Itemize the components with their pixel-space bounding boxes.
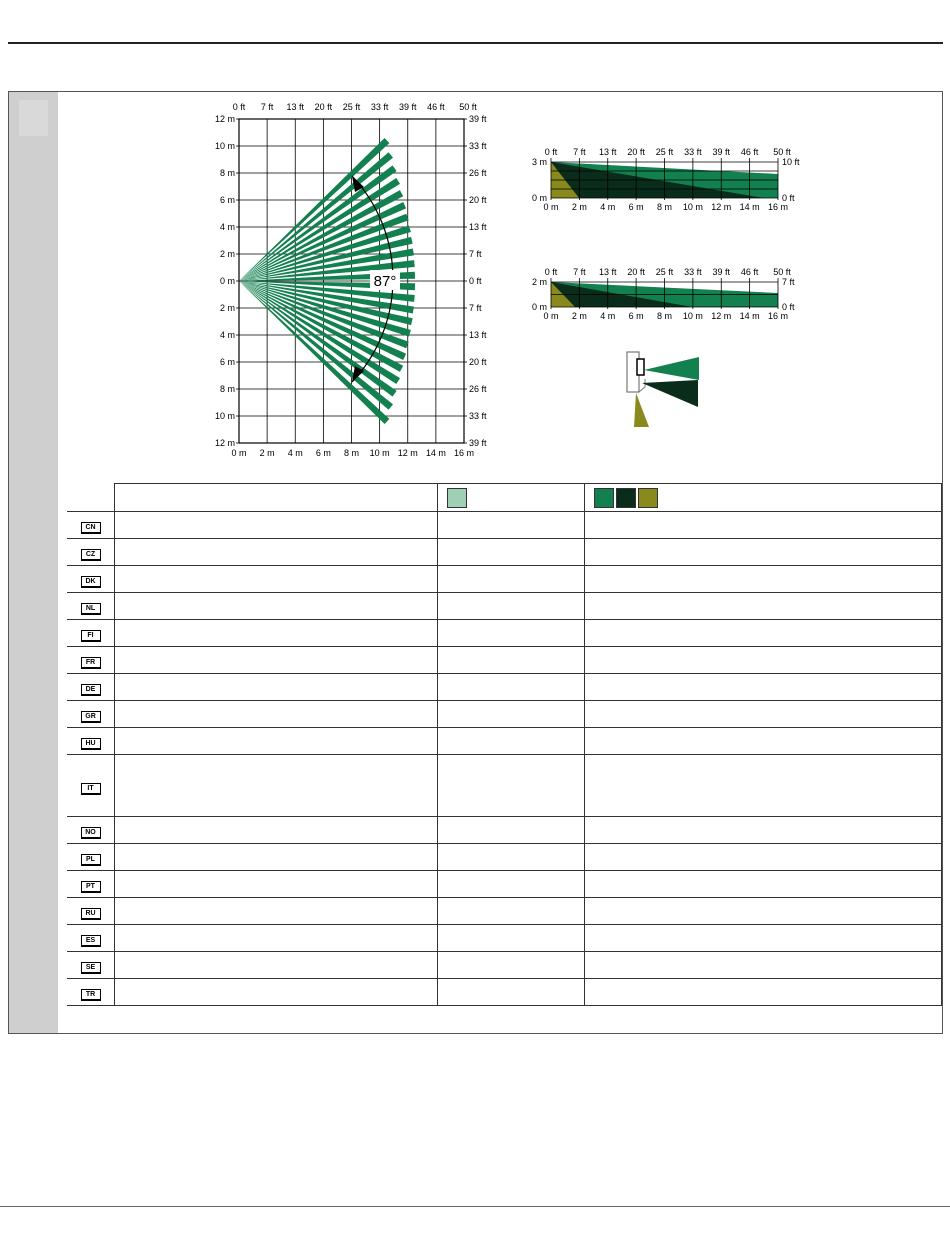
x-ft-tick: 46 ft: [427, 102, 445, 112]
x-ft-tick: 39 ft: [712, 267, 731, 277]
description-cell: [115, 728, 438, 755]
x-m-tick: 14 m: [425, 448, 446, 458]
description-cell: [115, 844, 438, 871]
x-ft-tick: 13 ft: [286, 102, 305, 112]
sidebar: [9, 92, 58, 1033]
light-zone-cell: [438, 755, 585, 817]
y-ft-tick: 0 ft: [782, 302, 795, 312]
olive-swatch: [638, 488, 658, 508]
y-m-tick: 0 m: [531, 193, 547, 203]
description-cell: [115, 701, 438, 728]
y-ft-tick: 33 ft: [469, 141, 487, 151]
x-ft-tick: 50 ft: [459, 102, 477, 112]
x-ft-tick: 0 ft: [232, 102, 246, 112]
light-zone-cell: [438, 844, 585, 871]
x-m-tick: 2 m: [259, 448, 275, 458]
detection-zones-cell: [585, 979, 942, 1006]
x-ft-tick: 13 ft: [598, 267, 617, 277]
x-m-tick: 16 m: [767, 202, 789, 212]
table-row: [67, 701, 942, 728]
y-m-tick: 2 m: [219, 303, 235, 313]
country-code-badge: HU: [81, 738, 101, 749]
country-code-badge: RU: [81, 908, 101, 919]
light-zone-cell: [438, 925, 585, 952]
light-zone-cell: [438, 817, 585, 844]
coverage-top-view: [187, 96, 487, 466]
y-m-tick: 2 m: [219, 249, 235, 259]
detection-zones-cell: [585, 871, 942, 898]
x-ft-tick: 13 ft: [598, 147, 617, 157]
y-ft-tick: 0 ft: [469, 276, 482, 286]
detection-zones-cell: [585, 620, 942, 647]
y-ft-tick: 10 ft: [782, 157, 800, 167]
y-m-tick: 4 m: [219, 330, 235, 340]
country-table: [67, 483, 942, 1006]
description-cell: [115, 512, 438, 539]
description-cell: [115, 647, 438, 674]
y-ft-tick: 7 ft: [782, 277, 795, 287]
table-row: [67, 539, 942, 566]
y-ft-tick: 20 ft: [469, 357, 487, 367]
x-m-tick: 4 m: [600, 202, 616, 212]
y-m-tick: 12 m: [214, 438, 235, 448]
x-ft-tick: 46 ft: [740, 267, 759, 277]
x-ft-tick: 33 ft: [370, 102, 389, 112]
y-m-tick: 2 m: [531, 277, 547, 287]
detection-zones-cell: [585, 728, 942, 755]
x-m-tick: 6 m: [628, 202, 644, 212]
y-ft-tick: 7 ft: [469, 249, 482, 259]
x-ft-tick: 20 ft: [627, 267, 645, 277]
description-cell: [115, 925, 438, 952]
x-ft-tick: 50 ft: [773, 147, 791, 157]
light-zone-cell: [438, 701, 585, 728]
x-m-tick: 6 m: [628, 311, 644, 321]
detection-zones-cell: [585, 898, 942, 925]
table-row: [67, 925, 942, 952]
country-code-badge: ES: [81, 935, 101, 946]
green-swatch: [594, 488, 614, 508]
x-m-tick: 6 m: [315, 448, 331, 458]
light-zone-cell: [438, 979, 585, 1006]
x-m-tick: 0 m: [231, 448, 247, 458]
y-ft-tick: 39 ft: [469, 438, 487, 448]
x-ft-tick: 33 ft: [684, 147, 702, 157]
description-cell: [115, 566, 438, 593]
detection-zones-cell: [585, 844, 942, 871]
x-m-tick: 8 m: [343, 448, 360, 458]
y-ft-tick: 26 ft: [469, 168, 487, 178]
light-zone-header: [438, 484, 585, 512]
y-m-tick: 0 m: [219, 276, 235, 286]
x-m-tick: 12 m: [397, 448, 418, 458]
table-row: [67, 674, 942, 701]
x-m-tick: 10 m: [682, 311, 703, 321]
y-ft-tick: 20 ft: [469, 195, 487, 205]
y-m-tick: 12 m: [214, 114, 235, 124]
table-row: [67, 566, 942, 593]
detector-zones-icon: [624, 349, 714, 439]
x-m-tick: 2 m: [571, 202, 587, 212]
x-ft-tick: 25 ft: [655, 147, 674, 157]
country-code-badge: CZ: [81, 549, 101, 560]
table-row: [67, 871, 942, 898]
country-code-badge: TR: [81, 989, 101, 1000]
dark-green-swatch: [616, 488, 636, 508]
y-m-tick: 4 m: [219, 222, 235, 232]
table-row: [67, 898, 942, 925]
detection-zones-header: [585, 484, 942, 512]
description-cell: [115, 539, 438, 566]
table-row: [67, 817, 942, 844]
country-code-badge: NO: [81, 827, 101, 838]
light-zone-cell: [438, 620, 585, 647]
description-cell: [115, 620, 438, 647]
y-m-tick: 10 m: [214, 141, 235, 151]
x-ft-tick: 50 ft: [773, 267, 791, 277]
detection-zones-cell: [585, 647, 942, 674]
table-row: [67, 952, 942, 979]
detection-zones-cell: [585, 566, 942, 593]
description-cell: [115, 979, 438, 1006]
coverage-side-view-2: [521, 236, 821, 336]
x-ft-tick: 7 ft: [573, 147, 586, 157]
x-m-tick: 0 m: [543, 311, 559, 321]
detection-zones-cell: [585, 925, 942, 952]
table-row: [67, 512, 942, 539]
x-ft-tick: 46 ft: [740, 147, 759, 157]
y-m-tick: 6 m: [219, 357, 235, 367]
x-ft-tick: 20 ft: [314, 102, 333, 112]
x-m-tick: 10 m: [369, 448, 390, 458]
detection-zones-cell: [585, 817, 942, 844]
x-ft-tick: 0 ft: [544, 147, 558, 157]
x-ft-tick: 25 ft: [342, 102, 361, 112]
table-row: [67, 647, 942, 674]
description-cell: [115, 755, 438, 817]
detection-zones-cell: [585, 593, 942, 620]
country-code-badge: PL: [81, 854, 101, 865]
x-m-tick: 16 m: [767, 311, 789, 321]
y-ft-tick: 0 ft: [782, 193, 795, 203]
content-frame: [8, 91, 943, 1034]
y-ft-tick: 13 ft: [469, 222, 487, 232]
light-zone-cell: [438, 539, 585, 566]
light-zone-cell: [438, 898, 585, 925]
x-ft-tick: 25 ft: [655, 267, 674, 277]
country-code-badge: SE: [81, 962, 101, 973]
light-zone-cell: [438, 647, 585, 674]
country-code-badge: NL: [81, 603, 101, 614]
description-cell: [115, 871, 438, 898]
x-ft-tick: 39 ft: [712, 147, 731, 157]
x-m-tick: 12 m: [711, 202, 732, 212]
table-body: [67, 512, 942, 1006]
detection-zones-cell: [585, 539, 942, 566]
table-row: [67, 844, 942, 871]
light-zone-cell: [438, 728, 585, 755]
x-ft-tick: 33 ft: [684, 267, 702, 277]
country-code-badge: DE: [81, 684, 101, 695]
light-green-swatch: [447, 488, 467, 508]
y-m-tick: 0 m: [531, 302, 547, 312]
light-zone-cell: [438, 566, 585, 593]
x-m-tick: 8 m: [656, 311, 673, 321]
x-m-tick: 16 m: [453, 448, 475, 458]
detection-zones-cell: [585, 952, 942, 979]
light-zone-cell: [438, 593, 585, 620]
description-cell: [115, 952, 438, 979]
x-ft-tick: 7 ft: [573, 267, 586, 277]
header-rule: [8, 42, 943, 44]
table-row: [67, 728, 942, 755]
country-code-badge: DK: [81, 576, 101, 587]
detection-zones-cell: [585, 755, 942, 817]
description-cell: [115, 898, 438, 925]
description-cell: [115, 817, 438, 844]
detection-zones-cell: [585, 512, 942, 539]
sidebar-tab: [19, 100, 48, 136]
table-row: [67, 620, 942, 647]
description-cell: [115, 593, 438, 620]
y-m-tick: 3 m: [531, 157, 547, 167]
y-ft-tick: 39 ft: [469, 114, 487, 124]
x-m-tick: 12 m: [711, 311, 732, 321]
x-m-tick: 8 m: [656, 202, 673, 212]
x-ft-tick: 20 ft: [627, 147, 645, 157]
light-zone-cell: [438, 952, 585, 979]
country-code-badge: CN: [81, 522, 101, 533]
x-ft-tick: 7 ft: [260, 102, 274, 112]
y-m-tick: 10 m: [214, 411, 235, 421]
y-m-tick: 8 m: [219, 168, 235, 178]
detection-zones-cell: [585, 674, 942, 701]
table-header-row: [67, 484, 942, 512]
top-view-grid: [239, 119, 464, 443]
x-ft-tick: 0 ft: [544, 267, 558, 277]
light-zone-cell: [438, 871, 585, 898]
x-m-tick: 10 m: [682, 202, 703, 212]
x-m-tick: 4 m: [600, 311, 616, 321]
x-m-tick: 14 m: [739, 311, 760, 321]
light-zone-cell: [438, 512, 585, 539]
y-m-tick: 6 m: [219, 195, 235, 205]
x-ft-tick: 39 ft: [398, 102, 417, 112]
table-row: [67, 755, 942, 817]
y-ft-tick: 33 ft: [469, 411, 487, 421]
coverage-side-view-1: [521, 126, 821, 226]
country-code-badge: FI: [81, 630, 101, 641]
x-m-tick: 14 m: [739, 202, 760, 212]
y-ft-tick: 13 ft: [469, 330, 487, 340]
country-code-badge: IT: [81, 783, 101, 794]
footer-rule: [0, 1206, 950, 1207]
table-row: [67, 979, 942, 1006]
table-row: [67, 593, 942, 620]
x-m-tick: 2 m: [571, 311, 587, 321]
x-m-tick: 0 m: [543, 202, 559, 212]
country-code-badge: GR: [81, 711, 101, 722]
country-code-badge: PT: [81, 881, 101, 892]
y-m-tick: 8 m: [219, 384, 235, 394]
description-cell: [115, 674, 438, 701]
angle-label: 87°: [373, 273, 397, 290]
y-ft-tick: 26 ft: [469, 384, 487, 394]
detection-zones-cell: [585, 701, 942, 728]
y-ft-tick: 7 ft: [469, 303, 482, 313]
country-code-badge: FR: [81, 657, 101, 668]
light-zone-cell: [438, 674, 585, 701]
x-m-tick: 4 m: [287, 448, 303, 458]
